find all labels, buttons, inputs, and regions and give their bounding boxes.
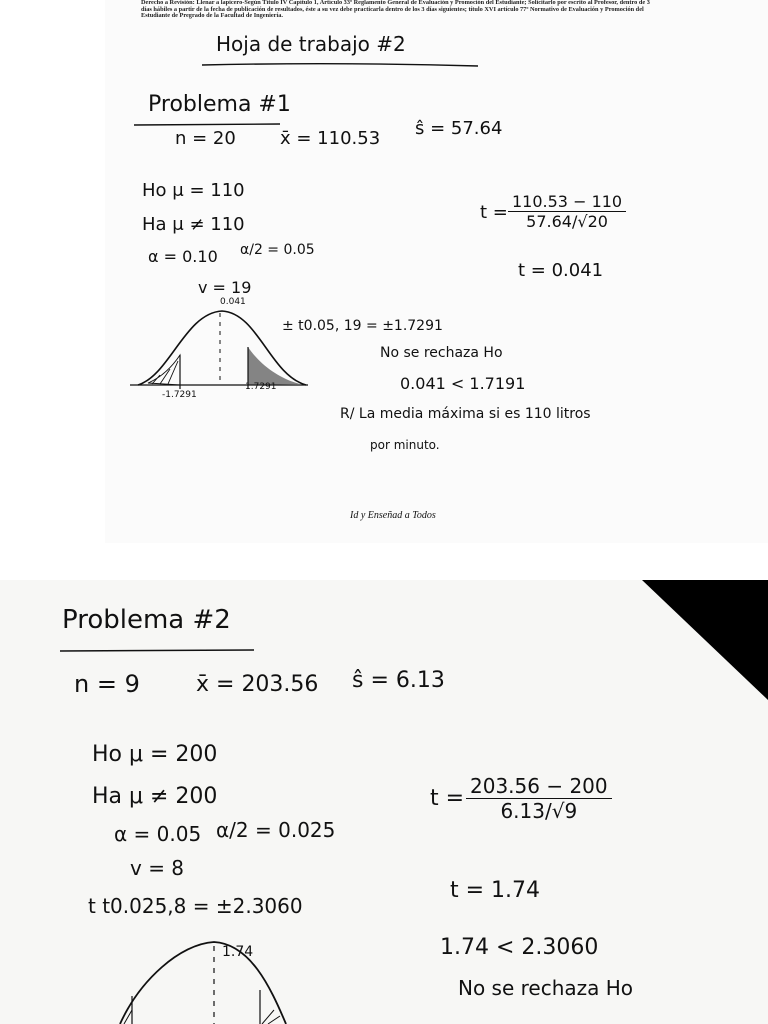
- problem1-null-hypothesis: Ho μ = 110: [142, 180, 245, 201]
- problem2-title: Problema #2: [62, 605, 231, 635]
- problem2-t-distribution-sketch: [110, 940, 290, 1024]
- problem2-alt-hypothesis: Ha μ ≠ 200: [92, 784, 218, 809]
- problem2-underline: [58, 648, 258, 654]
- problem2-null-hypothesis: Ho μ = 200: [92, 742, 218, 767]
- problem1-n: n = 20: [175, 128, 236, 149]
- problem1-curve-top-label: 0.041: [220, 297, 246, 307]
- problem2-comparison: 1.74 < 2.3060: [440, 935, 599, 960]
- problem1-alpha: α = 0.10: [148, 247, 218, 266]
- footer-motto: Id y Enseñad a Todos: [350, 510, 436, 521]
- problem2-n: n = 9: [74, 670, 140, 698]
- problem2-mean: x̄ = 203.56: [196, 672, 319, 697]
- problem2-decision: No se rechaza Ho: [458, 976, 634, 1000]
- problem1-sd: ŝ = 57.64: [415, 118, 503, 139]
- problem1-t-numerator: 110.53 − 110: [508, 192, 626, 212]
- problem1-critical-value: ± t0.05, 19 = ±1.7291: [282, 318, 443, 334]
- problem1-alpha-half: α/2 = 0.05: [240, 242, 315, 258]
- problem2-alpha: α = 0.05: [114, 822, 202, 846]
- problem1-curve-right-label: 1.7291: [245, 382, 277, 392]
- problem2-curve-top-label: 1.74: [222, 944, 254, 960]
- problem2-t-denominator: 6.13/√9: [500, 799, 578, 823]
- problem2-t-fraction: [466, 774, 612, 823]
- page-margin: [0, 0, 105, 543]
- problem1-answer-line2: por minuto.: [370, 438, 440, 452]
- problem1-comparison: 0.041 < 1.7191: [400, 374, 526, 393]
- problem1-t-denominator: 57.64/√20: [526, 212, 608, 231]
- problem2-t-lhs: t =: [430, 786, 465, 811]
- review-rights-header: Derecho a Revisión: Llenar a lapicero-Según Título IV Capítulo 1, Artículo 33º Reglamento General de Evaluación y Promoción del Estudiante; Solicitarlo por escrito al Profesor, dentro de 3 días hábiles a partir de la fecha de publicación de resultados, éste a su vez debe practicarla dentro de los 3 días siguientes; título XVI artículo 77º Normativo de Evaluación y Promoción del Estudiante de Pregrado de la Facultad de Ingeniería.: [141, 0, 650, 20]
- problem1-title: Problema #1: [148, 92, 291, 117]
- worksheet-title: Hoja de trabajo #2: [216, 32, 406, 56]
- problem1-decision: No se rechaza Ho: [380, 345, 503, 361]
- problem2-degrees-freedom: v = 8: [130, 856, 185, 880]
- problem1-t-lhs: t =: [480, 202, 508, 223]
- problem1-answer-line1: R/ La media máxima si es 110 litros: [340, 406, 591, 422]
- problem1-t-value: t = 0.041: [518, 260, 604, 281]
- problem2-critical-value: t t0.025,8 = ±2.3060: [88, 894, 303, 918]
- title-underline: [200, 62, 480, 68]
- problem2-t-value: t = 1.74: [450, 878, 541, 903]
- problem1-alt-hypothesis: Ha μ ≠ 110: [142, 214, 245, 235]
- problem1-degrees-freedom: v = 19: [198, 278, 252, 297]
- problem2-t-numerator: 203.56 − 200: [466, 774, 612, 799]
- worksheet-page-1: [105, 0, 768, 543]
- problem2-sd: ŝ = 6.13: [352, 668, 445, 693]
- problem1-t-fraction: [508, 192, 626, 231]
- problem2-alpha-half: α/2 = 0.025: [216, 818, 336, 842]
- problem1-mean: x̄ = 110.53: [280, 128, 381, 149]
- problem1-curve-left-label: -1.7291: [162, 390, 197, 400]
